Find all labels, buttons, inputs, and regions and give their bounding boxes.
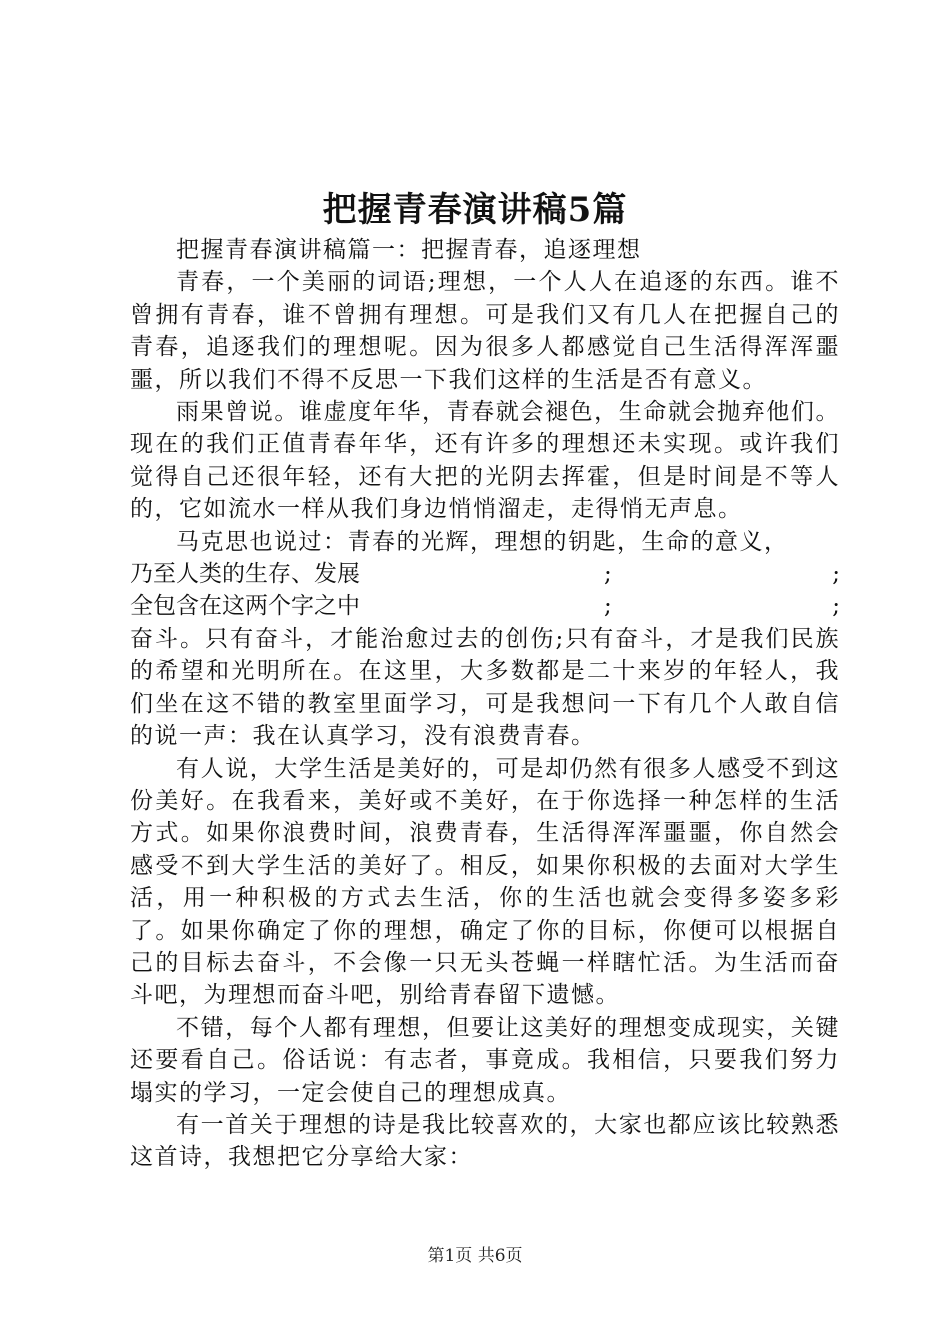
paragraph-3-line-3: [130, 590, 840, 622]
paragraph-3-line-2-text: 乃至人类的生存、发展: [130, 561, 360, 588]
paragraph-4: 有人说，大学生活是美好的，可是却仍然有很多人感受不到这份美好。在我看来，美好或不美好，在于你选择一种怎样的生活方式。如果你浪费时间，浪费青春，生活得浑浑噩噩，你自然会感受不到大学生活的美好了。相反，如果你积极的去面对大学生活，用一种积极的方式去生活，你的生活也就会变得多姿多彩了。如果你确定了你的理想，确定了你的目标，你便可以根据自己的目标去奋斗，不会像一只无头苍蝇一样瞎忙活。为生活而奋斗吧，为理想而奋斗吧，别给青春留下遗憾。: [130, 755, 840, 1009]
paragraph-3-line-1: 马克思也说过：青春的光辉，理想的钥匙，生命的意义，: [176, 528, 789, 555]
section-heading: 把握青春演讲稿篇一：把握青春，追逐理想: [176, 237, 642, 263]
semicolon-mark: ;: [604, 593, 612, 620]
paragraph-2: 雨果曾说。谁虚度年华，青春就会褪色，生命就会抛弃他们。现在的我们正值青春年华，还有许多的理想还未实现。或许我们觉得自己还很年轻，还有大把的光阴去挥霍，但是时间是不等人的，它如流水一样从我们身边悄悄溜走，走得悄无声息。: [130, 399, 840, 523]
semicolon-mark: ;: [832, 561, 840, 588]
paragraph-5: 不错，每个人都有理想，但要让这美好的理想变成现实，关键还要看自己。俗话说：有志者，事竟成。我相信，只要我们努力塌实的学习，一定会使自己的理想成真。: [130, 1014, 840, 1106]
paragraph-3-line-2: [130, 558, 840, 590]
paragraph-1: 青春，一个美丽的词语;理想，一个人人在追逐的东西。谁不曾拥有青春，谁不曾拥有理想。可是我们又有几人在把握自己的青春，追逐我们的理想呢。因为很多人都感觉自己生活得浑浑噩噩，所以我们不得不反思一下我们这样的生活是否有意义。: [130, 269, 840, 393]
semicolon-mark: ;: [604, 561, 612, 588]
paragraph-3-rest: 奋斗。只有奋斗，才能治愈过去的创伤;只有奋斗，才是我们民族的希望和光明所在。在这里，大多数都是二十来岁的年轻人，我们坐在这不错的教室里面学习，可是我想问一下有几个人敢自信的说一声：我在认真学习，没有浪费青春。: [130, 625, 840, 750]
paragraph-3-line-3-text: 全包含在这两个字之中: [130, 593, 360, 620]
paragraph-6: 有一首关于理想的诗是我比较喜欢的，大家也都应该比较熟悉这首诗，我想把它分享给大家：: [130, 1111, 840, 1171]
document-body: [130, 234, 840, 1174]
document-title: 把握青春演讲稿5篇: [322, 190, 628, 230]
semicolon-mark: ;: [832, 593, 840, 620]
page-footer: 第1页 共6页: [427, 1246, 523, 1266]
